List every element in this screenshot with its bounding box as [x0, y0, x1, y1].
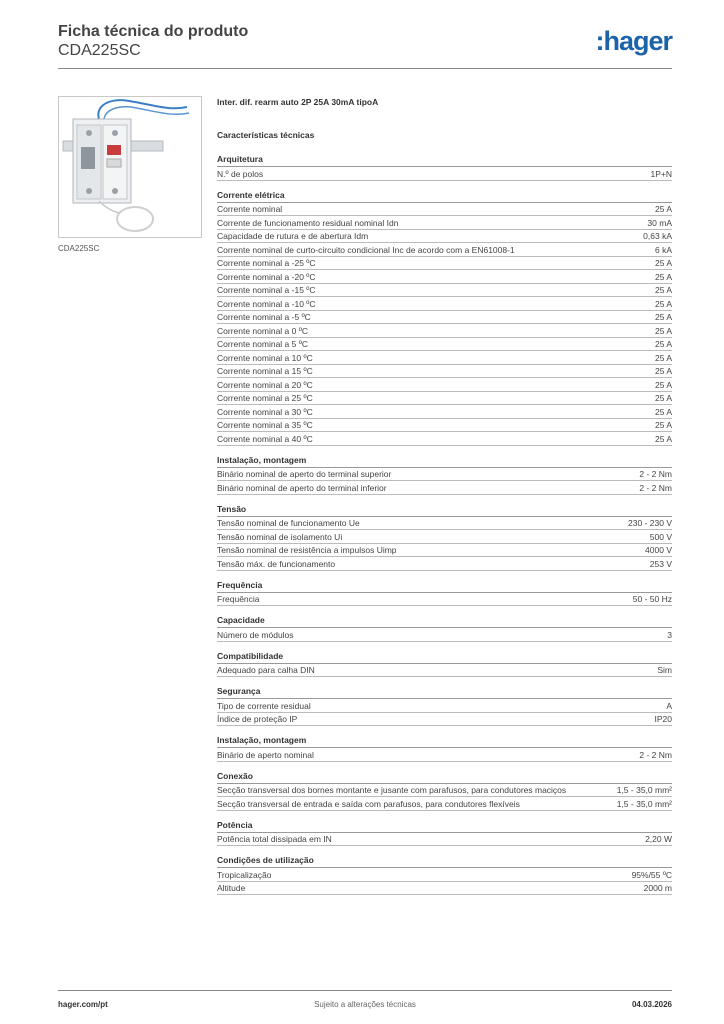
- spec-row: [217, 270, 672, 284]
- spec-label: Corrente nominal a 25 ºC: [217, 393, 313, 403]
- spec-label: Tensão nominal de isolamento Ui: [217, 531, 343, 542]
- spec-row: [217, 699, 672, 713]
- spec-value: 2 - 2 Nm: [639, 749, 672, 760]
- section-title: Instalação, montagem: [217, 454, 672, 468]
- spec-label: Corrente nominal a 10 ºC: [217, 352, 313, 363]
- spec-row: [217, 797, 672, 811]
- spec-value: 25 A: [654, 420, 672, 430]
- spec-section: [217, 819, 672, 847]
- spec-label: Corrente nominal a 0 ºC: [217, 325, 308, 336]
- spec-value: 25 A: [654, 258, 672, 268]
- spec-label: Altitude: [217, 883, 246, 893]
- spec-row: [217, 833, 672, 847]
- spec-label: Corrente nominal a 30 ºC: [217, 406, 313, 417]
- spec-row: [217, 593, 672, 607]
- page-header: [58, 22, 672, 69]
- spec-label: Binário nominal de aperto do terminal inferior: [217, 482, 387, 493]
- spec-label: Corrente nominal a -15 ºC: [217, 285, 316, 295]
- spec-row: [217, 784, 672, 798]
- spec-label: Corrente nominal a -20 ºC: [217, 271, 316, 282]
- characteristics-heading: Características técnicas: [217, 130, 315, 140]
- section-title: Condições de utilização: [217, 854, 672, 868]
- spec-row: [217, 392, 672, 406]
- spec-value: 25 A: [654, 339, 672, 349]
- spec-label: Tensão máx. de funcionamento: [217, 558, 336, 569]
- spec-label: Binário nominal de aperto do terminal superior: [217, 469, 392, 479]
- footer-date: 04.03.2026: [631, 1000, 672, 1009]
- spec-label: Tensão nominal de resistência a impulsos Uimp: [217, 545, 397, 555]
- spec-row: [217, 230, 672, 244]
- spec-label: Corrente nominal a -25 ºC: [217, 258, 316, 268]
- section-title: Frequência: [217, 579, 672, 593]
- spec-label: Corrente nominal: [217, 204, 283, 214]
- spec-row: [217, 338, 672, 352]
- page-title: Ficha técnica do produto: [58, 23, 249, 40]
- spec-value: 2 - 2 Nm: [639, 469, 672, 479]
- spec-label: Tropicalização: [217, 869, 272, 880]
- spec-label: Corrente nominal a 35 ºC: [217, 420, 313, 430]
- spec-label: Corrente nominal de curto-circuito condicional Inc de acordo com a EN61008-1: [217, 244, 515, 255]
- spec-value: 3: [667, 629, 672, 640]
- section-title: Compatibilidade: [217, 650, 672, 664]
- spec-value: 230 - 230 V: [628, 518, 672, 528]
- spec-section: [217, 153, 672, 181]
- spec-value: 25 A: [654, 325, 672, 336]
- product-image: [59, 97, 201, 237]
- spec-label: Corrente nominal a 15 ºC: [217, 366, 313, 376]
- spec-value: 0,63 kA: [643, 231, 672, 241]
- section-title: Potência: [217, 819, 672, 833]
- spec-section: [217, 503, 672, 571]
- spec-row: [217, 713, 672, 727]
- spec-value: 6 kA: [654, 244, 672, 255]
- spec-row: [217, 311, 672, 325]
- section-title: Segurança: [217, 685, 672, 699]
- spec-label: Capacidade de rutura e de abertura Idm: [217, 231, 369, 241]
- spec-label: Corrente nominal a 5 ºC: [217, 339, 308, 349]
- product-code-title: CDA225SC: [58, 42, 141, 59]
- hager-logo: :hager: [595, 26, 672, 56]
- spec-row: [217, 257, 672, 271]
- spec-value: 25 A: [654, 312, 672, 322]
- spec-value: IP20: [654, 714, 672, 724]
- spec-value: 500 V: [649, 531, 672, 542]
- spec-value: 2 - 2 Nm: [639, 482, 672, 493]
- spec-value: 1,5 - 35,0 mm²: [616, 785, 672, 795]
- spec-value: 2,20 W: [645, 834, 672, 844]
- spec-row: [217, 378, 672, 392]
- spec-value: 1,5 - 35,0 mm²: [616, 798, 672, 809]
- spec-value: 25 A: [654, 379, 672, 390]
- section-title: Capacidade: [217, 614, 672, 628]
- spec-label: Corrente nominal a -5 ºC: [217, 312, 311, 322]
- spec-section: [217, 685, 672, 726]
- spec-label: Frequência: [217, 594, 260, 604]
- spec-row: [217, 365, 672, 379]
- spec-label: Secção transversal dos bornes montante e jusante com parafusos, para condutores maciços: [217, 785, 567, 795]
- spec-value: 1P+N: [650, 168, 672, 179]
- spec-value: 25 A: [654, 298, 672, 309]
- spec-row: [217, 432, 672, 446]
- spec-row: [217, 297, 672, 311]
- spec-value: 25 A: [654, 285, 672, 295]
- spec-row: [217, 530, 672, 544]
- footer-website: hager.com/pt: [58, 1000, 108, 1009]
- product-image-caption: CDA225SC: [58, 244, 100, 253]
- spec-row: [217, 868, 672, 882]
- specifications: [217, 96, 672, 903]
- spec-row: [217, 481, 672, 495]
- spec-value: 2000 m: [643, 883, 672, 893]
- spec-row: [217, 419, 672, 433]
- spec-section: [217, 614, 672, 642]
- spec-value: 25 A: [654, 271, 672, 282]
- spec-section: [217, 734, 672, 762]
- product-description: Inter. dif. rearm auto 2P 25A 30mA tipoA: [217, 97, 379, 107]
- spec-value: 25 A: [654, 406, 672, 417]
- section-title: Arquitetura: [217, 153, 672, 167]
- spec-value: 4000 V: [645, 545, 672, 555]
- spec-label: Potência total dissipada em IN: [217, 834, 332, 844]
- section-title: Instalação, montagem: [217, 734, 672, 748]
- spec-row: [217, 167, 672, 181]
- spec-row: [217, 203, 672, 217]
- section-title: Conexão: [217, 770, 672, 784]
- spec-row: [217, 517, 672, 531]
- spec-label: Corrente nominal a -10 ºC: [217, 298, 316, 309]
- spec-row: [217, 664, 672, 678]
- spec-row: [217, 324, 672, 338]
- spec-section: [217, 454, 672, 495]
- section-title: Corrente elétrica: [217, 189, 672, 203]
- spec-value: 30 mA: [647, 217, 672, 228]
- spec-row: [217, 405, 672, 419]
- spec-value: 25 A: [654, 204, 672, 214]
- spec-section: [217, 854, 672, 895]
- spec-row: [217, 882, 672, 896]
- spec-label: N.º de polos: [217, 168, 264, 179]
- spec-value: 50 - 50 Hz: [632, 594, 672, 604]
- section-title: Tensão: [217, 503, 672, 517]
- spec-label: Índice de proteção IP: [217, 714, 298, 724]
- spec-value: 25 A: [654, 352, 672, 363]
- spec-value: 25 A: [654, 366, 672, 376]
- spec-row: [217, 243, 672, 257]
- page-footer: [58, 990, 672, 1021]
- spec-label: Corrente nominal a 40 ºC: [217, 433, 313, 444]
- spec-value: A: [666, 700, 672, 711]
- product-image-frame: [58, 96, 202, 238]
- spec-row: [217, 544, 672, 558]
- spec-row: [217, 216, 672, 230]
- spec-value: Sim: [657, 665, 672, 675]
- spec-value: 25 A: [654, 433, 672, 444]
- spec-label: Binário de aperto nominal: [217, 749, 314, 760]
- footer-notice: Sujeito a alterações técnicas: [314, 1000, 416, 1009]
- spec-value: 95%/55 ºC: [631, 869, 672, 880]
- spec-section: [217, 189, 672, 446]
- spec-row: [217, 748, 672, 762]
- spec-label: Corrente de funcionamento residual nominal Idn: [217, 217, 399, 228]
- spec-section: [217, 579, 672, 607]
- spec-section: [217, 650, 672, 678]
- spec-label: Secção transversal de entrada e saída com parafusos, para condutores flexíveis: [217, 798, 520, 809]
- spec-value: 25 A: [654, 393, 672, 403]
- spec-section: [217, 770, 672, 811]
- spec-value: 253 V: [649, 558, 672, 569]
- spec-row: [217, 351, 672, 365]
- spec-label: Corrente nominal a 20 ºC: [217, 379, 313, 390]
- spec-label: Adequado para calha DIN: [217, 665, 315, 675]
- spec-label: Número de módulos: [217, 629, 294, 640]
- spec-row: [217, 468, 672, 482]
- spec-row: [217, 557, 672, 571]
- spec-label: Tipo de corrente residual: [217, 700, 311, 711]
- spec-sections: [217, 153, 672, 895]
- spec-row: [217, 284, 672, 298]
- spec-row: [217, 628, 672, 642]
- spec-label: Tensão nominal de funcionamento Ue: [217, 518, 360, 528]
